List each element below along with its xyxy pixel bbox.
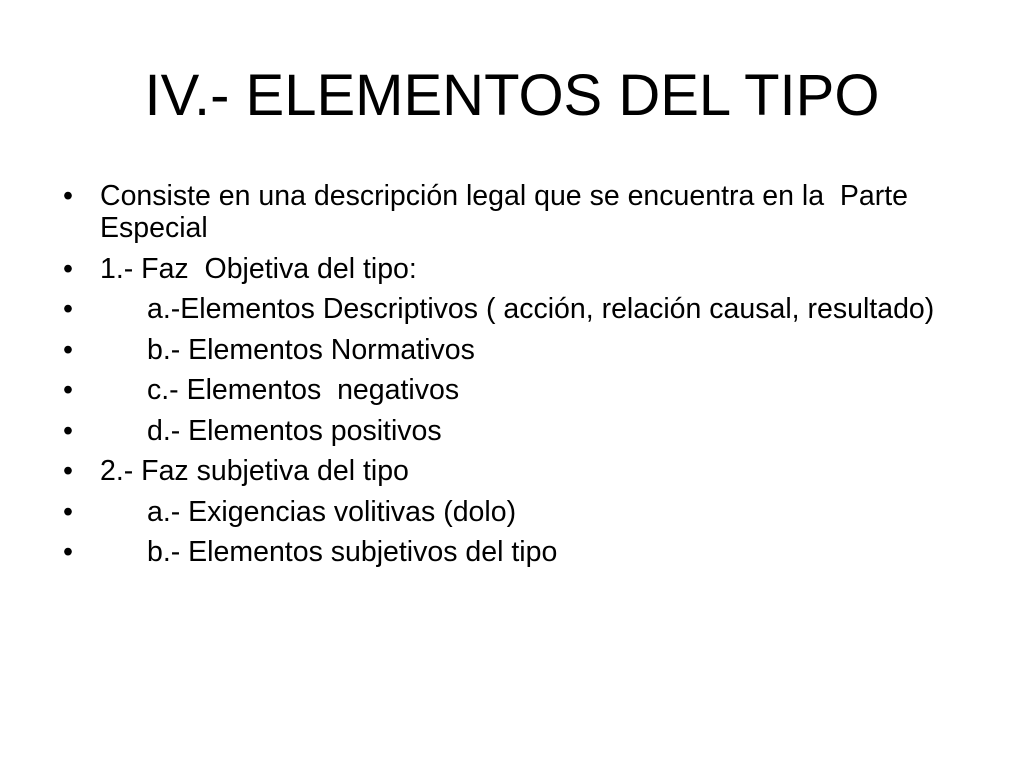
bullet-list <box>58 180 958 577</box>
bullet-dot-icon: • <box>63 293 73 325</box>
bullet-dot-icon: • <box>63 414 73 447</box>
bullet-dot-icon: • <box>63 536 73 568</box>
bullet-item <box>58 293 958 325</box>
bullet-dot-icon: • <box>63 333 73 366</box>
bullet-item <box>58 253 958 285</box>
bullet-text: a.- Exigencias volitivas (dolo) <box>147 495 517 528</box>
bullet-dot-icon: • <box>63 495 73 528</box>
bullet-text: a.-Elementos Descriptivos ( acción, relación causal, resultado) <box>147 293 935 325</box>
bullet-text: c.- Elementos negativos <box>147 374 460 406</box>
bullet-text: 1.- Faz Objetiva del tipo: <box>100 252 417 285</box>
bullet-item <box>58 374 958 406</box>
bullet-text: b.- Elementos Normativos <box>147 333 475 366</box>
bullet-item <box>58 180 958 244</box>
bullet-item <box>58 455 958 487</box>
bullet-item <box>58 334 958 366</box>
bullet-text: b.- Elementos subjetivos del tipo <box>147 536 558 568</box>
slide-title: IV.- ELEMENTOS DEL TIPO <box>144 63 880 128</box>
bullet-text: 2.- Faz subjetiva del tipo <box>100 455 409 487</box>
bullet-item <box>58 536 958 568</box>
bullet-dot-icon: • <box>63 180 73 212</box>
bullet-text: Consiste en una descripción legal que se encuentra en la Parte Especial <box>100 180 909 244</box>
bullet-item <box>58 415 958 447</box>
bullet-dot-icon: • <box>63 455 73 487</box>
bullet-item <box>58 496 958 528</box>
bullet-dot-icon: • <box>63 252 73 285</box>
bullet-text: d.- Elementos positivos <box>147 414 442 447</box>
bullet-dot-icon: • <box>63 374 73 406</box>
